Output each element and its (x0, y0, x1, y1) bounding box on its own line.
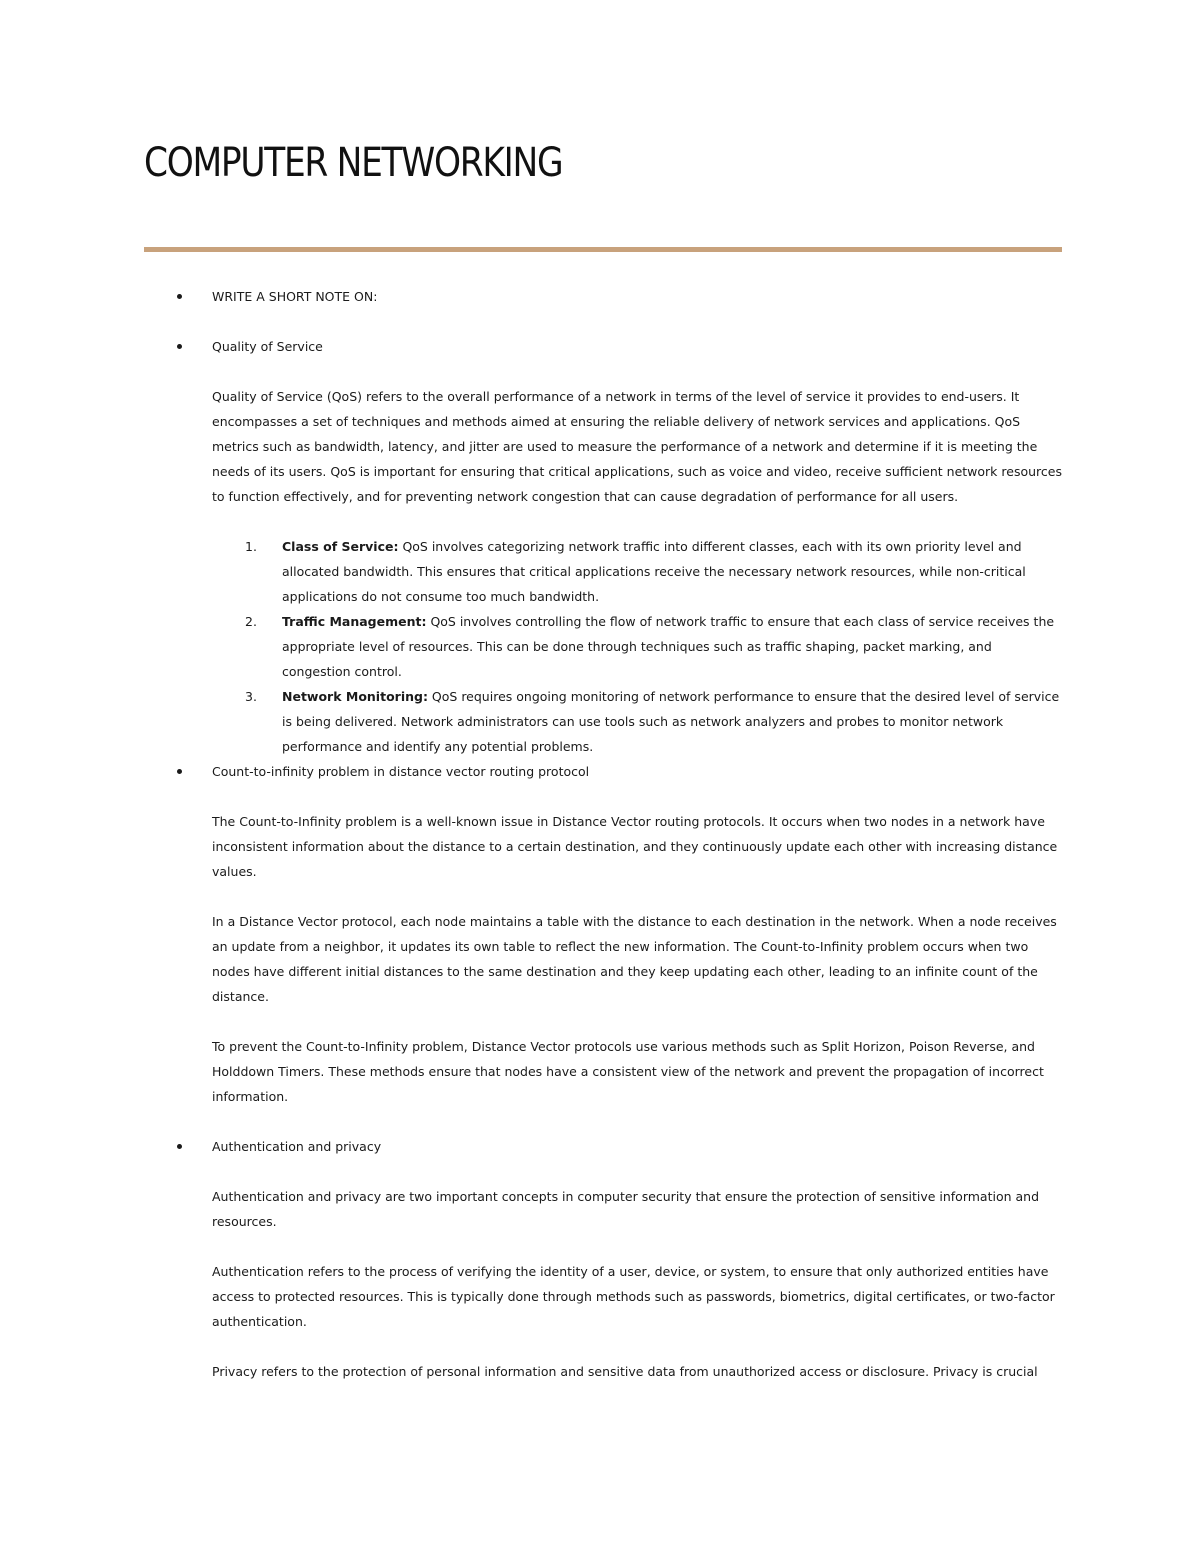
list-number: 2. (245, 614, 257, 629)
bullet-label: WRITE A SHORT NOTE ON: (212, 289, 378, 304)
list-item (245, 609, 1062, 684)
list-term: Traffic Management: (282, 614, 427, 629)
list-number: 1. (245, 539, 257, 554)
bullet-icon (177, 344, 182, 349)
list-term: Network Monitoring: (282, 689, 428, 704)
document-body (144, 284, 1062, 1384)
list-text: QoS involves controlling the flow of network traffic to ensure that each class of service receives the appropriate level of resources. This can be done through techniques such as traffic shaping, packet marking, and congestion control. (282, 614, 1055, 679)
auth-paragraph-2: Authentication refers to the process of verifying the identity of a user, device, or system, to ensure that only authorized entities have access to protected resources. This is typically done through methods such as passwords, biometrics, digital certificates, or two-factor authentication. (212, 1264, 1055, 1329)
list-item (245, 534, 1062, 609)
list-item (144, 334, 1062, 359)
list-term: Class of Service: (282, 539, 399, 554)
bullet-label: Count-to-infinity problem in distance vector routing protocol (212, 764, 590, 779)
list-text: QoS involves categorizing network traffic into different classes, each with its own priority level and allocated bandwidth. This ensures that critical applications receive the necessary network resources, while non-critical applications do not consume too much bandwidth. (282, 539, 1026, 604)
bullet-icon (177, 1144, 182, 1149)
list-number: 3. (245, 689, 257, 704)
list-text: QoS requires ongoing monitoring of network performance to ensure that the desired level of service is being delivered. Network administrators can use tools such as network analyzers and probes to monitor network performance and identify any potential problems. (282, 689, 1060, 754)
list-item (144, 759, 1062, 784)
bullet-label: Quality of Service (212, 339, 323, 354)
title-divider (144, 247, 1062, 252)
bullet-icon (177, 769, 182, 774)
list-item (144, 284, 1062, 309)
cti-paragraph-1: The Count-to-Infinity problem is a well-known issue in Distance Vector routing protocols. It occurs when two nodes in a network have inconsistent information about the distance to a certain destination, and they continuously update each other with increasing distance values. (212, 814, 1058, 879)
page-title: COMPUTER NETWORKING (144, 140, 563, 186)
list-item (144, 1134, 1062, 1159)
qos-numbered-list (144, 534, 1062, 759)
list-item (245, 684, 1062, 759)
qos-intro-paragraph: Quality of Service (QoS) refers to the overall performance of a network in terms of the level of service it provides to end-users. It encompasses a set of techniques and methods aimed at ensuring the reliable delivery of network services and applications. QoS metrics such as bandwidth, latency, and jitter are used to measure the performance of a network and determine if it is meeting the needs of its users. QoS is important for ensuring that critical applications, such as voice and video, receive sufficient network resources to function effectively, and for preventing network congestion that can cause degradation of performance for all users. (212, 389, 1062, 504)
auth-paragraph-1: Authentication and privacy are two important concepts in computer security that ensure the protection of sensitive information and resources. (212, 1189, 1040, 1229)
cti-paragraph-2: In a Distance Vector protocol, each node maintains a table with the distance to each destination in the network. When a node receives an update from a neighbor, it updates its own table to reflect the new information. The Count-to-Infinity problem occurs when two nodes have different initial distances to the same destination and they keep updating each other, leading to an infinite count of the distance. (212, 914, 1057, 1004)
bullet-icon (177, 294, 182, 299)
bullet-label: Authentication and privacy (212, 1139, 382, 1154)
cti-paragraph-3: To prevent the Count-to-Infinity problem, Distance Vector protocols use various methods such as Split Horizon, Poison Reverse, and Holddown Timers. These methods ensure that nodes have a consistent view of the network and prevent the propagation of incorrect information. (212, 1039, 1044, 1104)
auth-paragraph-3: Privacy refers to the protection of personal information and sensitive data from unauthorized access or disclosure. Privacy is crucial (212, 1364, 1038, 1379)
